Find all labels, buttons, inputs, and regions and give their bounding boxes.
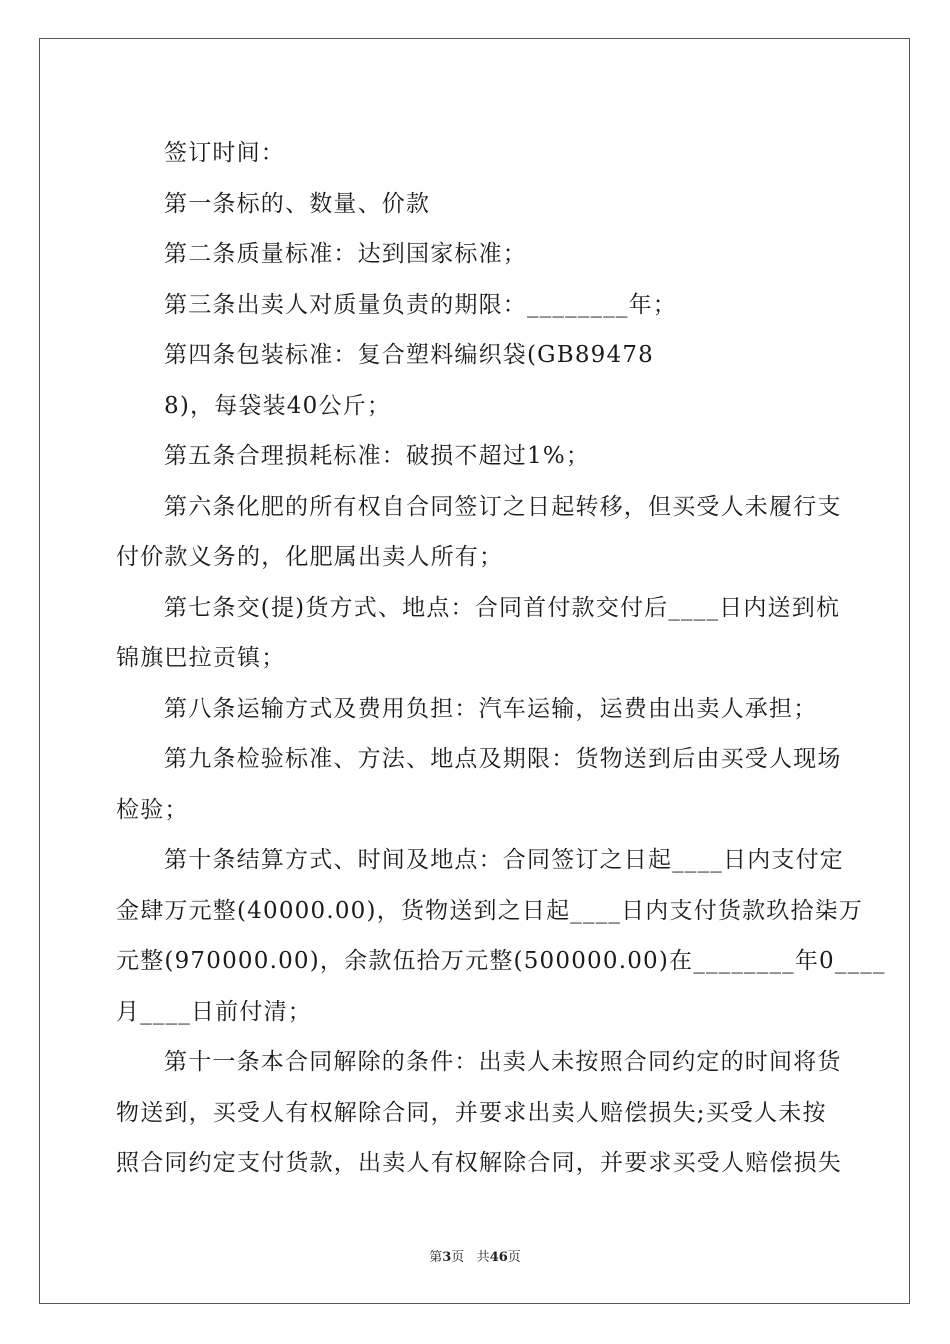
footer-total-suffix: 页	[507, 1250, 521, 1265]
text-line: 第二条质量标准：达到国家标准；	[164, 241, 527, 267]
text-line: 签订时间：	[164, 140, 285, 166]
text-line: 照合同约定支付货款，出卖人有权解除合同，并要求买受人赔偿损失	[116, 1150, 842, 1176]
text-line: 第十条结算方式、时间及地点：合同签订之日起____日内支付定	[164, 847, 844, 873]
text-line: 锦旗巴拉贡镇；	[116, 645, 286, 671]
text-line: 物送到，买受人有权解除合同，并要求出卖人赔偿损失;买受人未按	[116, 1099, 827, 1126]
document-body	[116, 128, 886, 1189]
text-line: 8)，每袋装40公斤；	[164, 392, 392, 419]
text-line: 第七条交(提)货方式、地点：合同首付款交付后____日内送到杭	[164, 594, 841, 621]
text-line: 第四条包装标准：复合塑料编织袋(GB89478	[164, 342, 655, 368]
text-line: 第三条出卖人对质量负责的期限：________年；	[164, 291, 677, 318]
footer-total-number: 46	[489, 1250, 508, 1265]
text-line: 月____日前付清；	[116, 998, 312, 1025]
text-line: 元整(970000.00)，余款伍拾万元整(500000.00)在________年0____	[116, 948, 886, 974]
text-line: 检验；	[116, 796, 189, 823]
footer-total-prefix: 共	[476, 1250, 490, 1265]
text-line: 第八条运输方式及费用负担：汽车运输，运费由出卖人承担；	[164, 695, 818, 722]
footer-page-suffix: 页	[451, 1250, 465, 1265]
text-line: 第十一条本合同解除的条件：出卖人未按照合同约定的时间将货	[164, 1049, 842, 1075]
text-line: 第六条化肥的所有权自合同签订之日起转移，但买受人未履行支	[164, 493, 842, 520]
footer-page-prefix: 第	[429, 1250, 443, 1265]
text-line: 第五条合理损耗标准：破损不超过1%；	[164, 443, 591, 469]
text-line: 第一条标的、数量、价款	[164, 190, 431, 217]
text-line: 付价款义务的，化肥属出卖人所有；	[116, 544, 504, 570]
text-line: 金肆万元整(40000.00)，货物送到之日起____日内支付货款玖拾柒万	[116, 897, 864, 924]
footer-page-number: 3	[442, 1250, 452, 1265]
page-footer	[0, 1246, 950, 1265]
text-line: 第九条检验标准、方法、地点及期限：货物送到后由买受人现场	[164, 746, 842, 772]
